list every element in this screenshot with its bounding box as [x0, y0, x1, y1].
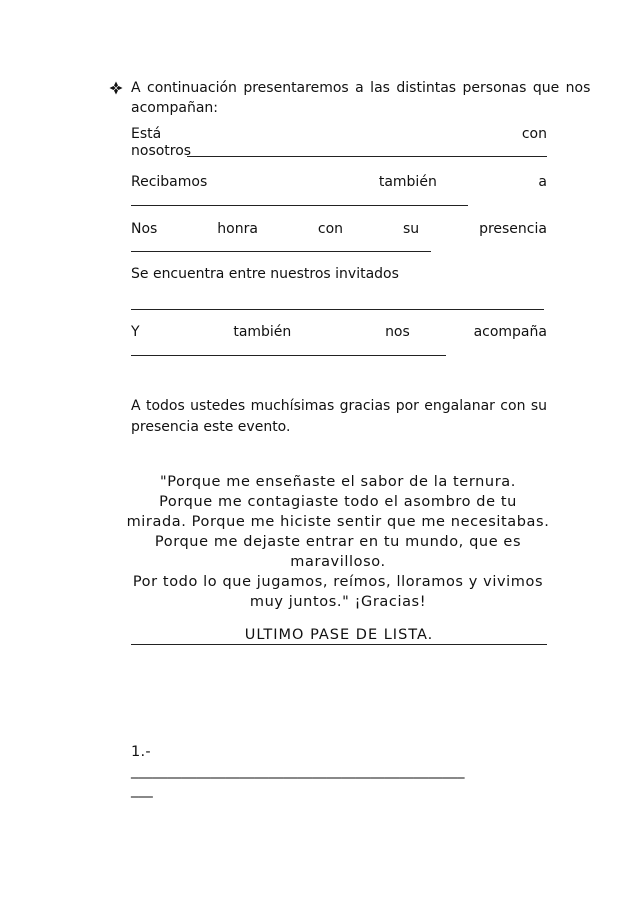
- blank-line-nos-honra: [131, 251, 431, 252]
- row-acompana: [131, 322, 547, 342]
- quote-line: Porque me contagiaste todo el asombro de tu: [159, 494, 517, 510]
- list-item-blank-continued: ___: [131, 782, 153, 798]
- row-nos-honra: [131, 219, 547, 239]
- row-recibamos-word: también: [378, 174, 437, 190]
- dedication-quote: [118, 472, 558, 612]
- thanks-paragraph: A todos ustedes muchísimas gracias por engalanar con su presencia este evento.: [131, 398, 547, 435]
- intro-line-1: [131, 78, 591, 98]
- intro-line-2: acompañan:: [131, 100, 218, 116]
- row-recibamos: [131, 172, 547, 192]
- row-nos-honra-word: honra: [217, 221, 258, 237]
- row-recibamos-word: a: [538, 174, 547, 190]
- list-item-number: 1.-: [131, 744, 151, 760]
- row-recibamos-word: Recibamos: [131, 174, 208, 190]
- quote-line: Por todo lo que jugamos, reímos, lloramos y vivimos: [132, 574, 544, 590]
- row-acompana-word: también: [233, 324, 292, 340]
- blank-line-esta: [187, 156, 547, 157]
- blank-line-recibamos: [131, 205, 468, 206]
- list-item-blank: ______________________________________________: [131, 763, 465, 779]
- quote-line: maravilloso.: [290, 554, 386, 570]
- diamond-bullet-icon: [109, 81, 123, 95]
- row-esta-word-right: con: [521, 126, 547, 142]
- row-nos-honra-word: Nos: [131, 221, 158, 237]
- row-acompana-word: nos: [385, 324, 410, 340]
- row-acompana-word: Y: [131, 324, 140, 340]
- blank-line-acompana: [131, 355, 446, 356]
- row-nos-honra-word: su: [402, 221, 420, 237]
- intro-line-1-text: A continuación presentaremos a las distintas personas que nos: [131, 80, 591, 96]
- row-esta-word-left: Está: [131, 126, 162, 142]
- quote-line: Porque me dejaste entrar en tu mundo, que es: [154, 534, 522, 550]
- row-acompana-word: acompaña: [473, 324, 547, 340]
- row-invitados: Se encuentra entre nuestros invitados: [131, 266, 399, 282]
- quote-line: "Porque me enseñaste el sabor de la ternura.: [160, 474, 516, 490]
- quote-line: mirada. Porque me hiciste sentir que me necesitabas.: [126, 514, 550, 530]
- row-esta-line2: nosotros: [131, 143, 192, 159]
- section-heading: ULTIMO PASE DE LISTA.: [244, 627, 434, 643]
- row-nos-honra-word: presencia: [479, 221, 547, 237]
- section-heading-underline: [131, 644, 547, 645]
- blank-line-invitados: [131, 309, 544, 310]
- quote-line: muy juntos." ¡Gracias!: [249, 594, 427, 610]
- row-esta: [131, 124, 547, 144]
- row-nos-honra-word: con: [317, 221, 344, 237]
